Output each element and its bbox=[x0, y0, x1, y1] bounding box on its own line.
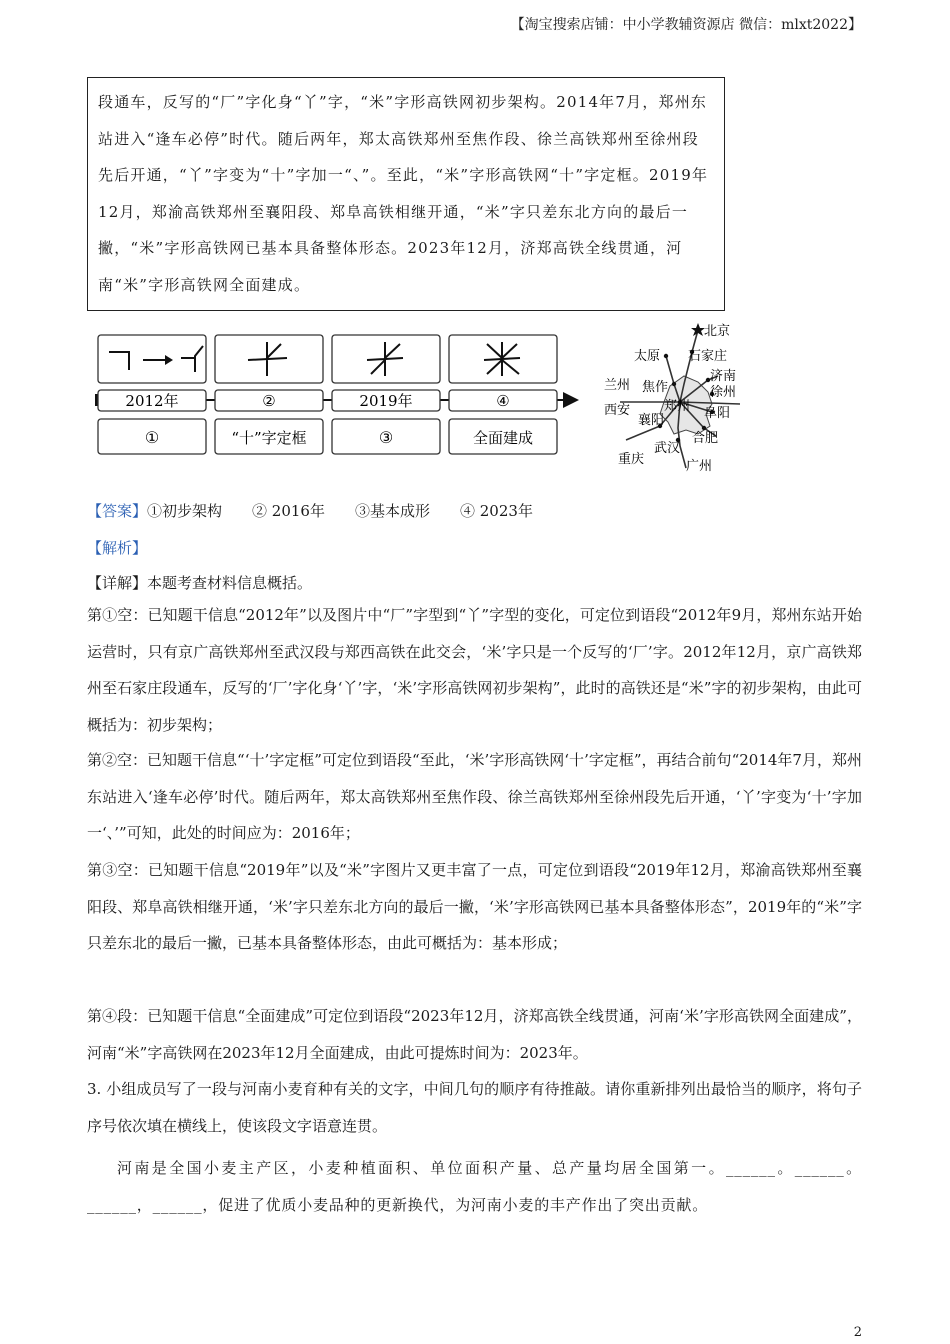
map-city-jinan: 济南 bbox=[710, 369, 737, 384]
map-city-taiyuan: 太原 bbox=[634, 349, 661, 364]
map-city-zhengzhou: 郑州 bbox=[664, 399, 691, 414]
timeline-stage-3 bbox=[332, 335, 440, 454]
stage-3-label: ③ bbox=[378, 428, 394, 447]
analysis-detail: 【详解】本题考查材料信息概括。 bbox=[87, 574, 313, 592]
analysis-label: 【解析】 bbox=[87, 539, 148, 557]
timeline-stage-2 bbox=[215, 335, 323, 454]
map-city-hefei: 合肥 bbox=[692, 431, 719, 446]
stage-4-year: ④ bbox=[496, 392, 510, 410]
stage-3-year: 2019年 bbox=[359, 392, 413, 410]
map-city-guangzhou: 广州 bbox=[686, 459, 713, 474]
answer-label: 【答案】 bbox=[87, 502, 148, 520]
answer-item-3: ③基本成形 bbox=[354, 502, 430, 520]
answer-line bbox=[87, 500, 563, 521]
map-city-fuyang: 阜阳 bbox=[704, 406, 731, 421]
answer-item-2: ② 2016年 bbox=[252, 502, 325, 520]
question-3-prompt: 3. 小组成员写了一段与河南小麦育种有关的文字，中间几句的顺序有待推敲。请你重新排列出最恰当的顺序，将句子序号依次填在横线上，使该段文字语意连贯。 bbox=[87, 1080, 862, 1135]
map-city-beijing: 北京 bbox=[704, 324, 731, 339]
map-city-jiaozuo: 焦作 bbox=[642, 380, 669, 395]
map-city-lanzhou: 兰州 bbox=[604, 378, 631, 393]
railway-map bbox=[600, 318, 750, 478]
stage-1-year: 2012年 bbox=[125, 392, 179, 410]
timeline-diagram bbox=[95, 330, 585, 458]
beijing-star-icon bbox=[691, 323, 705, 336]
timeline-stage-1 bbox=[98, 335, 206, 454]
stage-2-year: ② bbox=[262, 392, 276, 410]
stage-1-label: ① bbox=[144, 428, 160, 447]
material-box bbox=[87, 77, 725, 311]
analysis-blank-1: 第①空：已知题干信息“2012年”以及图片中“厂”字型到“丫”字型的变化，可定位到语段“2012年9月，郑州东站开始运营时，只有京广高铁郑州至武汉段与郑西高铁在此交会，‘米’字只是一个反写的‘厂’字。2012年12月，京广高铁郑州至石家庄段通车，反写的‘厂’字化身‘丫’字，‘米’字形高铁网初步架构”，此时的高铁还是“米”字的初步架构，由此可概括为：初步架构； bbox=[87, 606, 862, 734]
analysis-blank-2: 第②空：已知题干信息“‘十’字定框”可定位到语段“至此，‘米’字形高铁网‘十’字定框”，再结合前句“2014年7月，郑州东站进入‘逢车必停’时代。随后两年，郑太高铁郑州至焦作段、徐兰高铁郑州至徐州段先后开通，‘丫’字变为‘十’字加一‘、’”可知，此处的时间应为：2016年； bbox=[87, 751, 862, 843]
question-3-body: 河南是全国小麦主产区，小麦种植面积、单位面积产量、总产量均居全国第一。______。______。______，______，促进了优质小麦品种的更新换代，为河南小麦的丰产作出了突出贡献。 bbox=[87, 1159, 862, 1214]
stage-4-glyph bbox=[484, 342, 520, 376]
map-city-chongqing: 重庆 bbox=[618, 452, 645, 467]
map-city-wuhan: 武汉 bbox=[654, 441, 681, 456]
answer-item-1: ①初步架构 bbox=[147, 502, 223, 520]
map-city-xian: 西安 bbox=[604, 403, 631, 418]
page-number: 2 bbox=[853, 1325, 862, 1340]
analysis-blank-3: 第③空：已知题干信息“2019年”以及“米”字图片又更丰富了一点，可定位到语段“2019年12月，郑渝高铁郑州至襄阳段、郑阜高铁相继开通，‘米’字只差东北方向的最后一撇，‘米’字形高铁网已基本具备整体形态”，2019年的“米”字只差东北的最后一撇，已基本具备整体形态，由此可概括为：基本形成； bbox=[87, 861, 862, 953]
answer-item-4: ④ 2023年 bbox=[460, 502, 533, 520]
map-city-xiangyang: 襄阳 bbox=[638, 413, 665, 428]
material-text: 段通车，反写的“厂”字化身“丫”字，“米”字形高铁网初步架构。2014年7月，郑州东站进入“逢车必停”时代。随后两年，郑太高铁郑州至焦作段、徐兰高铁郑州至徐州段先后开通，“丫”字变为“十”字加一“、”。至此，“米”字形高铁网“十”字定框。2019年12月，郑渝高铁郑州至襄阳段、郑阜高铁相继开通，“米”字只差东北方向的最后一撇，“米”字形高铁网已基本具备整体形态。2023年12月，济郑高铁全线贯通，河南“米”字形高铁网全面建成。 bbox=[98, 93, 709, 294]
header-watermark-note: 【淘宝搜索店铺：中小学教辅资源店 微信：mlxt2022】 bbox=[510, 17, 862, 33]
timeline-stage-4 bbox=[449, 335, 557, 454]
stage-2-label: “十”字定框 bbox=[231, 429, 307, 447]
stage-4-label: 全面建成 bbox=[472, 429, 534, 447]
map-city-shijiazhuang: 石家庄 bbox=[688, 349, 728, 364]
map-city-xuzhou: 徐州 bbox=[710, 385, 737, 400]
analysis-blank-4: 第④段：已知题干信息“全面建成”可定位到语段“2023年12月，济郑高铁全线贯通，河南‘米’字形高铁网全面建成”，河南“米”字高铁网在2023年12月全面建成，由此可提炼时间为：2023年。 bbox=[87, 1007, 862, 1062]
